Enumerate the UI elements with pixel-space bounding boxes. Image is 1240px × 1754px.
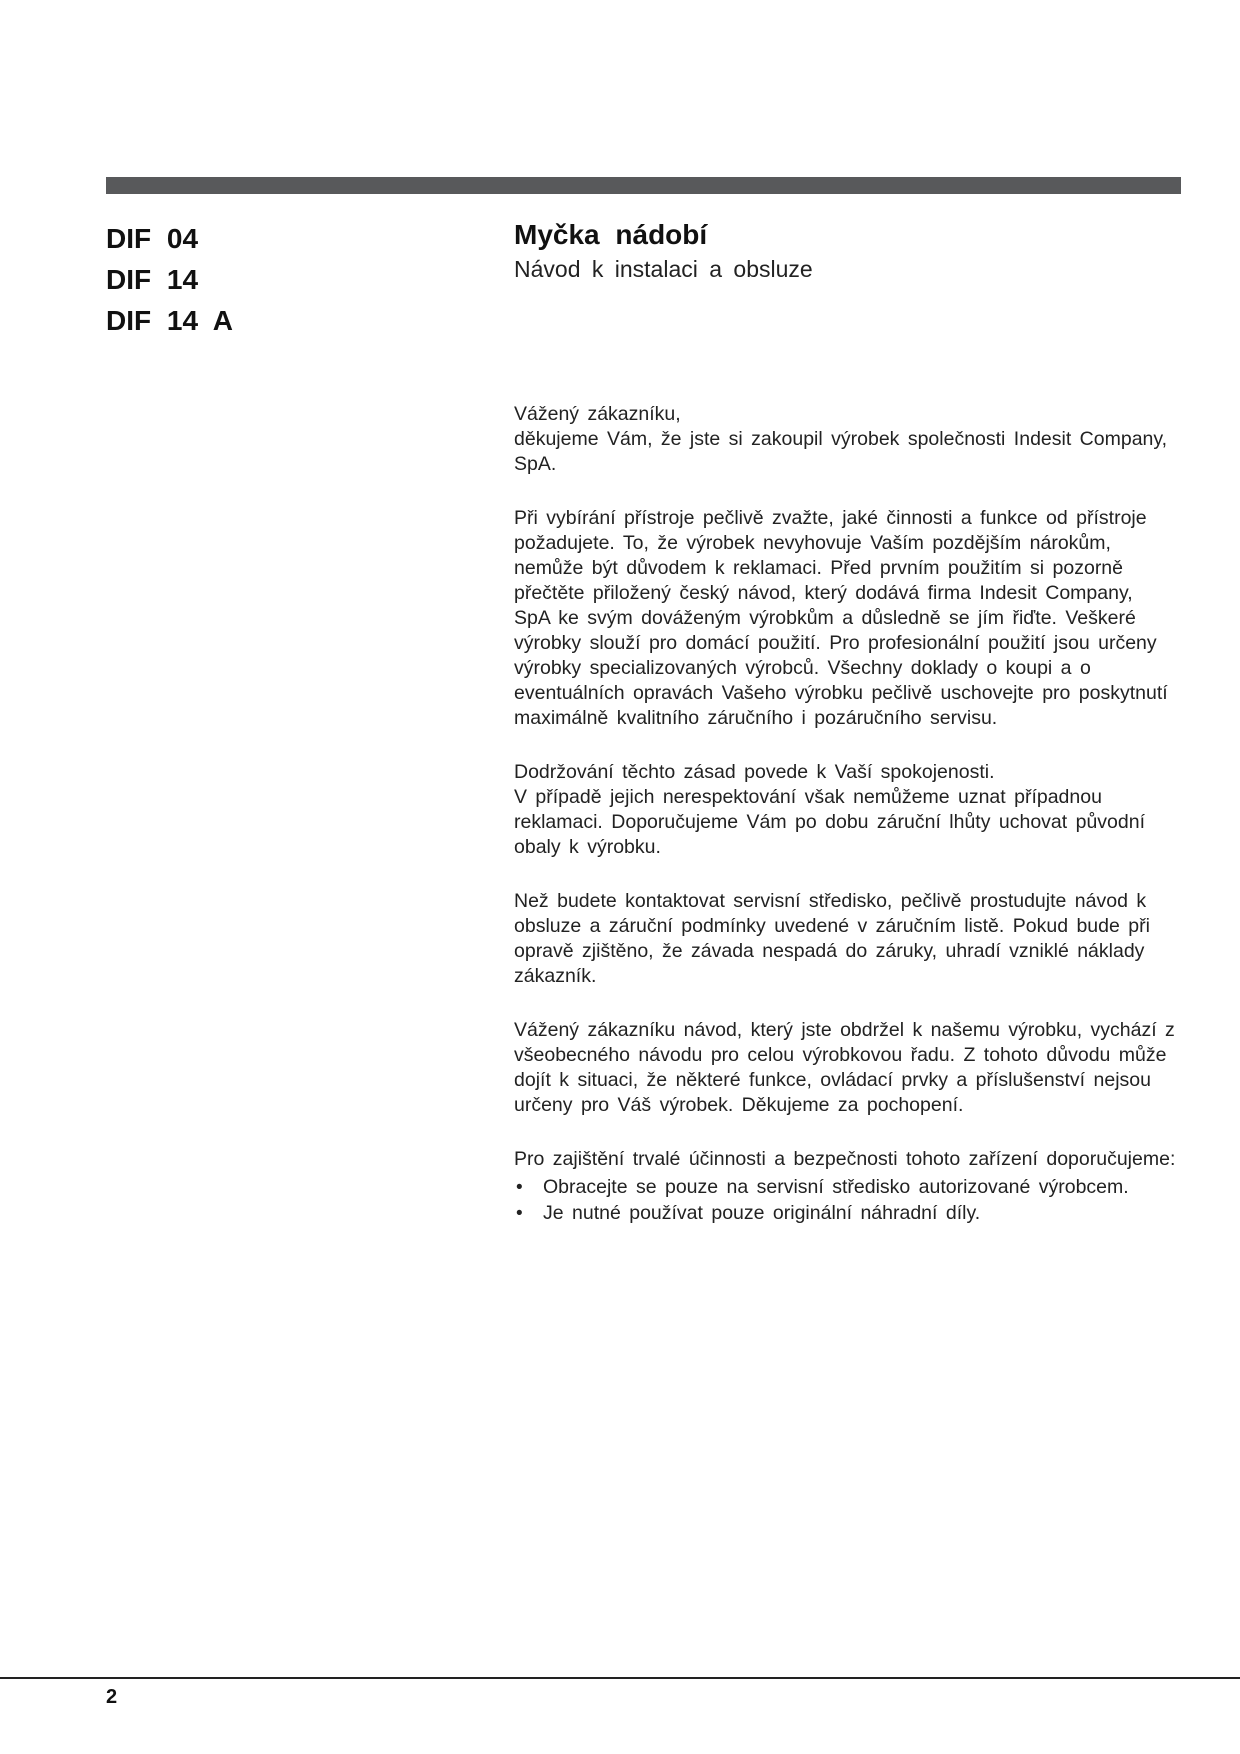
greeting-block [514, 402, 1176, 477]
page-title: Myčka nádobí [514, 219, 708, 250]
selection-paragraph: Při vybírání přístroje pečlivě zvažte, jaké činnosti a funkce od přístroje požadujete. To, že výrobek nevyhovuje Vaším pozdějším nárokům, nemůže být důvodem k reklamaci. Před prvním použitím si pozorně přečtěte přiložený český návod, který dodává firma Indesit Company, SpA ke svým dováženým výrobkům a důsledně se jím řiďte. Veškeré výrobky slouží pro domácí použití. Pro profesionální použití jsou určeny výrobky specializovaných výrobců. Všechny doklady o koupi a o eventuálních opravách Vašeho výrobku pečlivě uschovejte pro poskytnutí maximálně kvalitního záručního i pozáručního servisu. [514, 507, 1168, 729]
bullet-icon: • [516, 1203, 523, 1224]
packaging-paragraph: V případě jejich nerespektování však nemůžeme uznat případnou reklamaci. Doporučujeme Vám po dobu záruční lhůty uchovat původní obaly k výrobku. [514, 786, 1146, 858]
greeting: Vážený zákazníku, [514, 403, 681, 425]
compliance-paragraph: Dodržování těchto zásad povede k Vaší spokojenosti. [514, 761, 995, 783]
model-list [106, 218, 233, 341]
service-paragraph: Než budete kontaktovat servisní středisko, pečlivě prostudujte návod k obsluze a záruční podmínky uvedené v záručním listě. Pokud bude při opravě zjištěno, že závada nespadá do záruky, uhradí vzniklé náklady zákazník. [514, 890, 1150, 987]
general-manual-paragraph: Vážený zákazníku návod, který jste obdržel k našemu výrobku, vychází z všeobecného návodu pro celou výrobkovou řadu. Z tohoto důvodu může dojít k situaci, že některé funkce, ovládací prvky a příslušenství nejsou určeny pro Váš výrobek. Děkujeme za pochopení. [514, 1019, 1175, 1116]
model-name: DIF 04 [106, 223, 199, 254]
title-block [514, 218, 813, 284]
list-item-text: Je nutné používat pouze originální náhradní díly. [543, 1202, 981, 1224]
list-item-text: Obracejte se pouze na servisní středisko autorizované výrobcem. [543, 1176, 1129, 1198]
list-item [514, 1201, 1176, 1226]
recommendation-paragraph: Pro zajištění trvalé účinnosti a bezpečnosti tohoto zařízení doporučujeme: [514, 1148, 1176, 1170]
page-subtitle: Návod k instalaci a obsluze [514, 256, 813, 282]
model-name: DIF 14 A [106, 305, 233, 336]
compliance-block [514, 760, 1176, 860]
header-divider-bar [106, 177, 1181, 194]
list-item [514, 1175, 1176, 1200]
recommendation-list [514, 1175, 1176, 1226]
page-number: 2 [106, 1686, 118, 1708]
model-name: DIF 14 [106, 264, 199, 295]
footer-divider [0, 1677, 1240, 1679]
bullet-icon: • [516, 1177, 523, 1198]
thanks-paragraph: děkujeme Vám, že jste si zakoupil výrobek společnosti Indesit Company, SpA. [514, 428, 1168, 475]
main-text [514, 402, 1176, 1227]
